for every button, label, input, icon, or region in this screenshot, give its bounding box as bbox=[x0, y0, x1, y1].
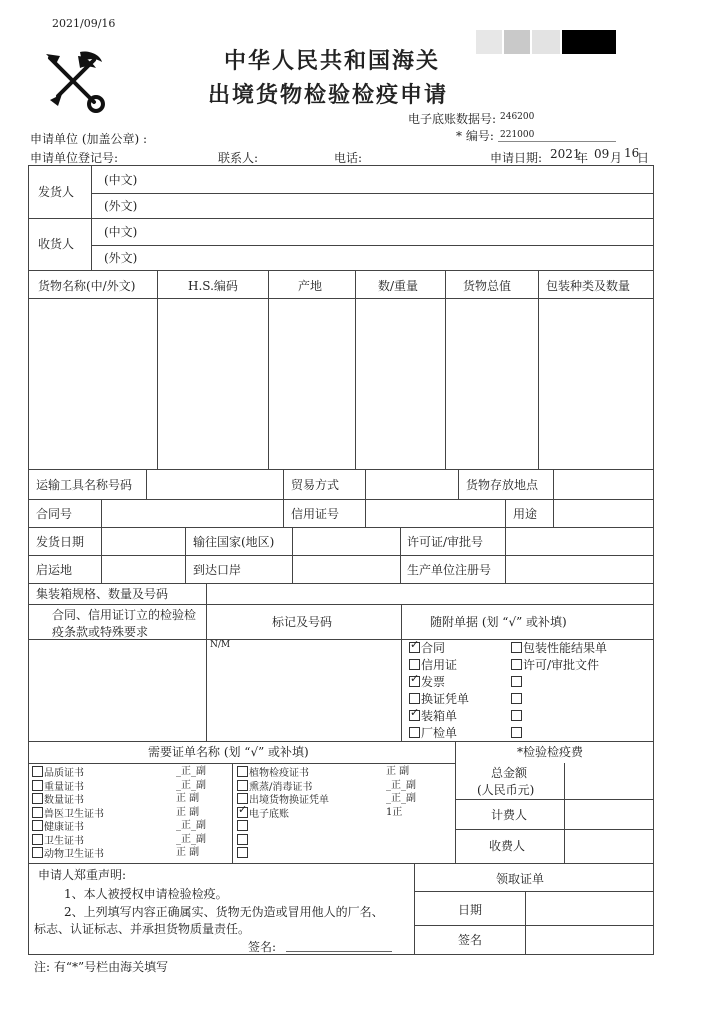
cert-veterinary[interactable]: 兽医卫生证书 bbox=[32, 807, 104, 821]
usage-label: 用途 bbox=[513, 507, 538, 521]
checkbox-icon[interactable] bbox=[32, 780, 43, 791]
year-unit: 年 bbox=[576, 151, 589, 165]
cert-fumigation[interactable]: 熏蒸/消毒证书 bbox=[237, 780, 329, 794]
checkbox-icon[interactable] bbox=[511, 710, 522, 721]
left-certificates-qty bbox=[176, 766, 206, 861]
footer-note: 注: 有“*”号栏由海关填写 bbox=[34, 960, 169, 974]
doc-blank[interactable] bbox=[511, 675, 607, 692]
cert-qty[interactable]: _正_副 bbox=[176, 820, 206, 831]
checkbox-icon[interactable] bbox=[237, 780, 248, 791]
doc-contract[interactable]: ✓合同 bbox=[409, 641, 469, 658]
checkbox-icon[interactable] bbox=[409, 659, 420, 670]
checkbox-icon[interactable] bbox=[511, 676, 522, 687]
container-label: 集装箱规格、数量及号码 bbox=[36, 587, 169, 601]
day-unit: 日 bbox=[637, 151, 650, 165]
cert-qty[interactable]: 正 副 bbox=[176, 793, 200, 804]
redaction-block bbox=[532, 30, 560, 54]
cert-qty[interactable]: 正 副 bbox=[386, 766, 410, 777]
checkbox-icon[interactable] bbox=[511, 727, 522, 738]
docs-label: 随附单据 (划 “√” 或补填) bbox=[430, 615, 567, 629]
checkbox-checked-icon[interactable] bbox=[409, 676, 420, 687]
total-amount-label: 总金额 bbox=[491, 766, 528, 780]
left-docs-list bbox=[409, 641, 469, 743]
cert-sanitary[interactable]: 卫生证书 bbox=[32, 834, 104, 848]
checkbox-icon[interactable] bbox=[237, 820, 248, 831]
doc-packing-performance[interactable]: 包装性能结果单 bbox=[511, 641, 607, 658]
contact-label: 联系人: bbox=[218, 151, 259, 165]
cert-qty[interactable]: 正 副 bbox=[176, 847, 200, 858]
cert-qty[interactable]: _正_副 bbox=[386, 779, 416, 791]
customs-emblem-icon bbox=[40, 48, 106, 114]
form-title-line1: 中华人民共和国海关 bbox=[224, 49, 441, 74]
checkbox-icon[interactable] bbox=[32, 820, 43, 831]
cert-qty[interactable]: _正_副 bbox=[176, 833, 206, 845]
packing-header: 包装种类及数量 bbox=[546, 279, 631, 293]
doc-factory-inspection[interactable]: 厂检单 bbox=[409, 726, 469, 743]
right-certificates-qty bbox=[386, 766, 416, 820]
doc-lc[interactable]: 信用证 bbox=[409, 658, 469, 675]
ebill-label: 电子底账数据号: bbox=[408, 112, 497, 126]
origin-header: 产地 bbox=[298, 279, 323, 293]
apply-date-label: 申请日期: bbox=[490, 151, 543, 165]
goods-name-header: 货物名称(中/外文) bbox=[38, 279, 136, 293]
checkbox-icon[interactable] bbox=[32, 847, 43, 858]
rmb-label: (人民币元) bbox=[477, 783, 535, 797]
consignee-label: 收货人 bbox=[38, 237, 75, 251]
right-certificates-list bbox=[237, 766, 329, 861]
cert-weight[interactable]: 重量证书 bbox=[32, 780, 104, 794]
collector-label: 收费人 bbox=[489, 839, 526, 853]
certificates-header: 需要证单名称 (划 “√” 或补填) bbox=[148, 745, 309, 759]
lc-no-label: 信用证号 bbox=[291, 507, 340, 521]
checkbox-icon[interactable] bbox=[409, 693, 420, 704]
cert-blank[interactable] bbox=[237, 820, 329, 834]
doc-packing-list[interactable]: ✓装箱单 bbox=[409, 709, 469, 726]
declaration-title: 申请人郑重声明: bbox=[38, 868, 127, 882]
doc-exchange-voucher[interactable]: 换证凭单 bbox=[409, 692, 469, 709]
producer-reg-label: 生产单位注册号 bbox=[407, 563, 492, 577]
doc-blank[interactable] bbox=[511, 726, 607, 743]
cert-phytosanitary[interactable]: 植物检疫证书 bbox=[237, 766, 329, 780]
checkbox-icon[interactable] bbox=[237, 766, 248, 777]
cert-qty[interactable]: 1正 bbox=[386, 806, 403, 818]
right-docs-list bbox=[511, 641, 607, 743]
consignee-cn-label: (中文) bbox=[104, 225, 138, 239]
checkbox-icon[interactable] bbox=[32, 834, 43, 845]
checkbox-icon[interactable] bbox=[511, 642, 522, 653]
cert-qty[interactable]: _正_副 bbox=[176, 766, 206, 777]
checkbox-icon[interactable] bbox=[32, 793, 43, 804]
fee-person-label: 计费人 bbox=[491, 808, 528, 822]
checkbox-checked-icon[interactable] bbox=[409, 710, 420, 721]
number-value: 221000 bbox=[500, 130, 535, 140]
checkbox-icon[interactable] bbox=[237, 847, 248, 858]
form-title-line2: 出境货物检验检疫申请 bbox=[208, 83, 449, 108]
number-label: * 编号: bbox=[456, 129, 494, 143]
hs-code-header: H.S.编码 bbox=[188, 279, 238, 293]
cert-health[interactable]: 健康证书 bbox=[32, 820, 104, 834]
vehicle-label: 运输工具名称号码 bbox=[36, 478, 133, 492]
apply-year: 2021 bbox=[550, 147, 581, 161]
left-certificates-list bbox=[32, 766, 104, 861]
cert-quality[interactable]: 品质证书 bbox=[32, 766, 104, 780]
declaration-line1: 1、本人被授权申请检验检疫。 bbox=[64, 887, 228, 901]
marks-label: 标记及号码 bbox=[272, 615, 333, 629]
redaction-block bbox=[562, 30, 616, 54]
cert-animal-health[interactable]: 动物卫生证书 bbox=[32, 847, 104, 861]
redaction-block bbox=[504, 30, 530, 54]
cert-blank[interactable] bbox=[237, 847, 329, 861]
ship-date-label: 发货日期 bbox=[36, 535, 85, 549]
fee-header: *检验检疫费 bbox=[517, 745, 584, 759]
cert-exchange-voucher[interactable]: 出境货物换证凭单 bbox=[237, 793, 329, 807]
receive-sign-label: 签名 bbox=[458, 933, 483, 947]
shipper-label: 发货人 bbox=[38, 185, 75, 199]
receive-certificate-label: 领取证单 bbox=[496, 872, 545, 886]
doc-invoice[interactable]: ✓发票 bbox=[409, 675, 469, 692]
cert-qty[interactable]: _正_副 bbox=[176, 779, 206, 791]
cert-quantity[interactable]: 数量证书 bbox=[32, 793, 104, 807]
arrival-port-label: 到达口岸 bbox=[193, 563, 242, 577]
cert-qty[interactable]: 正 副 bbox=[176, 806, 200, 818]
consignee-en-label: (外文) bbox=[104, 251, 138, 265]
apply-day: 16 bbox=[624, 146, 640, 160]
checkbox-icon[interactable] bbox=[511, 693, 522, 704]
apply-month: 09 bbox=[594, 147, 610, 161]
doc-permit-file[interactable]: 许可/审批文件 bbox=[511, 658, 607, 675]
cert-blank[interactable] bbox=[237, 834, 329, 848]
permit-no-label: 许可证/审批号 bbox=[407, 535, 484, 549]
trade-mode-label: 贸易方式 bbox=[291, 478, 340, 492]
checkbox-checked-icon[interactable] bbox=[409, 642, 420, 653]
cert-qty[interactable]: _正_副 bbox=[386, 793, 416, 804]
signature-line[interactable] bbox=[286, 951, 392, 952]
requirements-label: 合同、信用证订立的检验检疫条款或特殊要求 bbox=[52, 608, 197, 639]
declaration-line2: 2、上列填写内容正确属实、货物无伪造或冒用他人的厂名、 bbox=[64, 905, 384, 919]
checkbox-icon[interactable] bbox=[409, 727, 420, 738]
reg-number-label: 申请单位登记号: bbox=[30, 151, 119, 165]
redaction-block bbox=[476, 30, 502, 54]
month-unit: 月 bbox=[610, 151, 623, 165]
receive-date-label: 日期 bbox=[458, 903, 483, 917]
doc-blank[interactable] bbox=[511, 709, 607, 726]
shipper-cn-label: (中文) bbox=[104, 173, 138, 187]
declaration-line3: 标志、认证标志、并承担货物质量责任。 bbox=[34, 922, 251, 936]
total-value-header: 货物总值 bbox=[463, 279, 512, 293]
cert-electronic-bill[interactable]: ✓电子底账 bbox=[237, 807, 329, 821]
checkbox-icon[interactable] bbox=[32, 766, 43, 777]
quantity-header: 数/重量 bbox=[378, 279, 419, 293]
shipper-en-label: (外文) bbox=[104, 199, 138, 213]
print-date: 2021/09/16 bbox=[52, 17, 116, 30]
checkbox-icon[interactable] bbox=[237, 834, 248, 845]
signature-label: 签名: bbox=[248, 940, 277, 954]
ebill-value: 246200 bbox=[500, 112, 535, 122]
checkbox-icon[interactable] bbox=[511, 659, 522, 670]
storage-place-label: 货物存放地点 bbox=[466, 478, 539, 492]
contract-no-label: 合同号 bbox=[36, 507, 73, 521]
checkbox-icon[interactable] bbox=[32, 807, 43, 818]
applicant-label: 申请单位 (加盖公章) : bbox=[30, 132, 148, 146]
checkbox-checked-icon[interactable] bbox=[237, 807, 248, 818]
origin-place-label: 启运地 bbox=[36, 563, 73, 577]
doc-blank[interactable] bbox=[511, 692, 607, 709]
dest-country-label: 输往国家(地区) bbox=[193, 535, 275, 549]
phone-label: 电话: bbox=[334, 151, 363, 165]
marks-value: N/M bbox=[210, 640, 231, 650]
